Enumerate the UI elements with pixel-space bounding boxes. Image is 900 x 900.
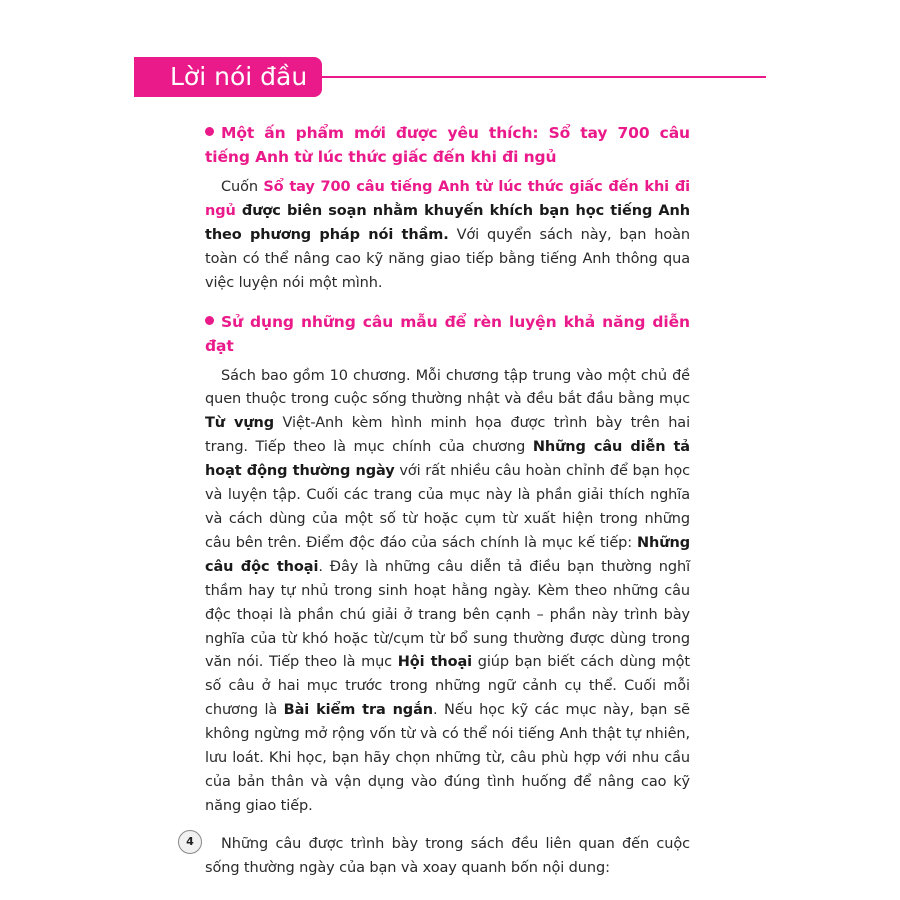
section2-paragraph: [205, 365, 690, 819]
section1-para-mid: được biên soạn nhằm khuyến khích bạn học tiếng Anh theo phương pháp nói thầm.: [205, 202, 690, 243]
section2-text-1: Sách bao gồm 10 chương. Mỗi chương tập trung vào một chủ đề quen thuộc trong cuộc sống thường nhật và đều bắt đầu bằng mục: [205, 367, 690, 408]
section1-heading-prefix: Một ấn phẩm mới được yêu thích:: [221, 124, 549, 142]
section1-book-name: Sổ tay 700 câu tiếng Anh từ lúc thức giấc đến khi đi ngủ: [205, 179, 690, 219]
section2-heading-text: Sử dụng những câu mẫu để rèn luyện khả năng diễn đạt: [205, 312, 690, 355]
section2-bold-vocab: Từ vựng: [205, 415, 275, 432]
section1-para-end: Với quyển sách này, bạn hoàn toàn có thể nâng cao kỹ năng giao tiếp bằng tiếng Anh thông qua việc luyện nói một mình.: [205, 226, 690, 291]
page-title: Lời nói đầu: [170, 62, 308, 91]
page-number: 4: [178, 830, 202, 854]
section2-text-5: giúp bạn biết cách dùng một số câu ở hai mục trước trong những ngữ cảnh cụ thể. Cuối mỗi chương là: [205, 654, 691, 719]
bullet-icon: [205, 316, 214, 325]
section2-heading: [205, 310, 690, 358]
title-rule: [322, 76, 766, 78]
closing-paragraph: Những câu được trình bày trong sách đều liên quan đến cuộc sống thường ngày của bạn và xoay quanh bốn nội dung:: [205, 835, 690, 876]
main-content: [205, 121, 690, 881]
bullet-icon: [205, 127, 214, 136]
title-banner: [134, 57, 322, 97]
section2-bold-dialogue: Hội thoại: [397, 654, 473, 671]
section2-bold-daily: Những câu diễn tả hoạt động thường ngày: [205, 439, 690, 480]
section2-text-2: Việt-Anh kèm hình minh họa được trình bày trên hai trang. Tiếp theo là mục chính của chương: [205, 415, 690, 456]
section1-heading: [205, 121, 690, 169]
section2-text-4: . Đây là những câu diễn tả điều bạn thường nghĩ thầm hay tự nhủ trong sinh hoạt hằng ngày. Kèm theo những câu độc thoại là phần chú giải ở trang bên cạnh – phần này trình bày nghĩa của từ khó hoặc từ/cụm từ bổ sung thường được dùng trong văn nói. Tiếp theo là mục: [205, 558, 690, 671]
section2-bold-monologue: Những câu độc thoại: [205, 534, 690, 575]
section1-heading-book: Sổ tay 700 câu tiếng Anh từ lúc thức giấc đến khi đi ngủ: [205, 124, 690, 166]
section1-paragraph: [205, 176, 690, 296]
section2-text-6: . Nếu học kỹ các mục này, bạn sẽ không ngừng mở rộng vốn từ và có thể nói tiếng Anh thật tự nhiên, lưu loát. Khi học, bạn hãy chọn những từ, câu phù hợp với nhu cầu của bản thân và vận dụng vào đúng tình huống để nâng cao kỹ năng giao tiếp.: [205, 702, 691, 814]
section2-text-3: với rất nhiều câu hoàn chỉnh để bạn học và luyện tập. Cuối các trang của mục này là phần giải thích nghĩa và cách dùng của một số từ hoặc cụm từ xuất hiện trong những câu bên trên. Điểm độc đáo của sách chính là mục kế tiếp:: [205, 463, 690, 551]
section2-bold-quiz: Bài kiểm tra ngắn: [283, 702, 433, 719]
section1-para-start: Cuốn: [221, 179, 264, 195]
